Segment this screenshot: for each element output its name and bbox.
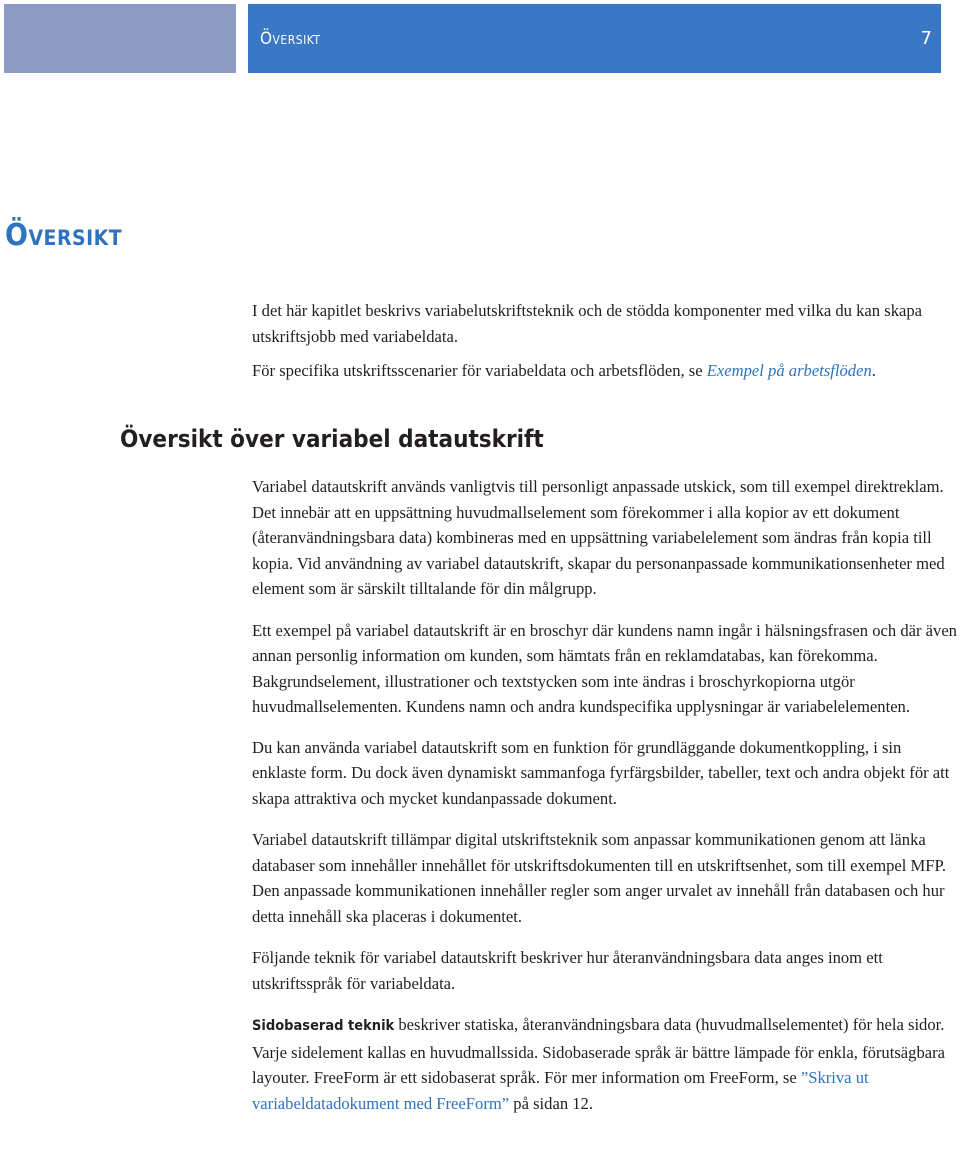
section-paragraph-4: Variabel datautskrift tillämpar digital utskriftsteknik som anpassar kommunikationen genom att länka databaser som innehåller innehållet för utskriftsdokumenten till en utskriftsenhet, som till exempel MFP. Den anpassade kommunikationen innehåller regler som anger urvalet av innehåll från databasen och hur detta innehåll ska placeras i dokumentet. <box>252 830 947 926</box>
section-paragraph-6-end: på sidan 12. <box>509 1093 594 1113</box>
section-paragraph-1: Variabel datautskrift används vanligtvis till personligt anpassade utskick, som till exempel direktreklam. Det innebär att en uppsättning huvudmallselement som förekommer i alla kopior av ett dokument (återanvändningsbara data) kombineras med en uppsättning variabelelement som ändras från kopia till kopia. Vid användning av variabel datautskrift, skapar du personanpassade kommunikationsenheter med element som är särskilt tilltalande för din målgrupp. <box>252 477 945 598</box>
intro-paragraph-2 <box>252 358 958 384</box>
intro-paragraph-1: I det här kapitlet beskrivs variabelutskriftsteknik och de stödda komponenter med vilka du kan skapa utskriftsjobb med variabeldata. <box>252 301 923 346</box>
section-paragraph-6 <box>252 1012 958 1116</box>
freeform-link[interactable]: ”Skriva ut variabeldatadokument med FreeForm” <box>252 1068 869 1113</box>
section-paragraph-6-text: beskriver statiska, återanvändningsbara data (huvudmallselementet) för hela sidor. Varje sidelement kallas en huvudmallssida. Sidobaserade språk är bättre lämpade för enkla, förutsägbara layouter. FreeForm är ett sidobaserat språk. För mer information om FreeForm, se <box>252 1015 945 1087</box>
header-bar <box>248 4 941 73</box>
section-paragraph-5: Följande teknik för variabel datautskrift beskriver hur återanvändningsbara data anges inom ett utskriftsspråk för variabeldata. <box>252 948 883 993</box>
page-based-term: Sidobaserad teknik <box>252 1018 395 1034</box>
page-number: 7 <box>920 28 932 49</box>
section-text <box>252 474 958 1116</box>
section-heading: Översikt över variabel datautskrift <box>120 425 544 453</box>
workflow-examples-link[interactable]: Exempel på arbetsflöden <box>706 361 872 380</box>
intro-paragraph-2-end: . <box>871 361 876 380</box>
chapter-title: Översikt <box>5 218 123 253</box>
section-paragraph-3: Du kan använda variabel datautskrift som en funktion för grundläggande dokumentkoppling, i sin enklaste form. Du dock även dynamiskt sammanfoga fyrfärgsbilder, tabeller, text och andra objekt för att skapa attraktiva och mycket kundanpassade dokument. <box>252 737 950 808</box>
running-header-title: Översikt <box>260 28 321 49</box>
header-gray-block <box>4 4 236 73</box>
intro-text <box>252 298 958 384</box>
page-header <box>4 4 941 73</box>
intro-paragraph-2-text: För specifika utskriftsscenarier för variabeldata och arbetsflöden, se <box>252 361 707 380</box>
section-paragraph-2: Ett exempel på variabel datautskrift är en broschyr där kundens namn ingår i hälsningsfrasen och där även annan personlig information om kunden, som hämtats från en reklamdatabas, kan förekomma. Bakgrundselement, illustrationer och textstycken som inte ändras i broschyrkopiorna utgör huvudmallselementen. Kundens namn och andra kundspecifika upplysningar är variabelelementen. <box>252 620 957 716</box>
